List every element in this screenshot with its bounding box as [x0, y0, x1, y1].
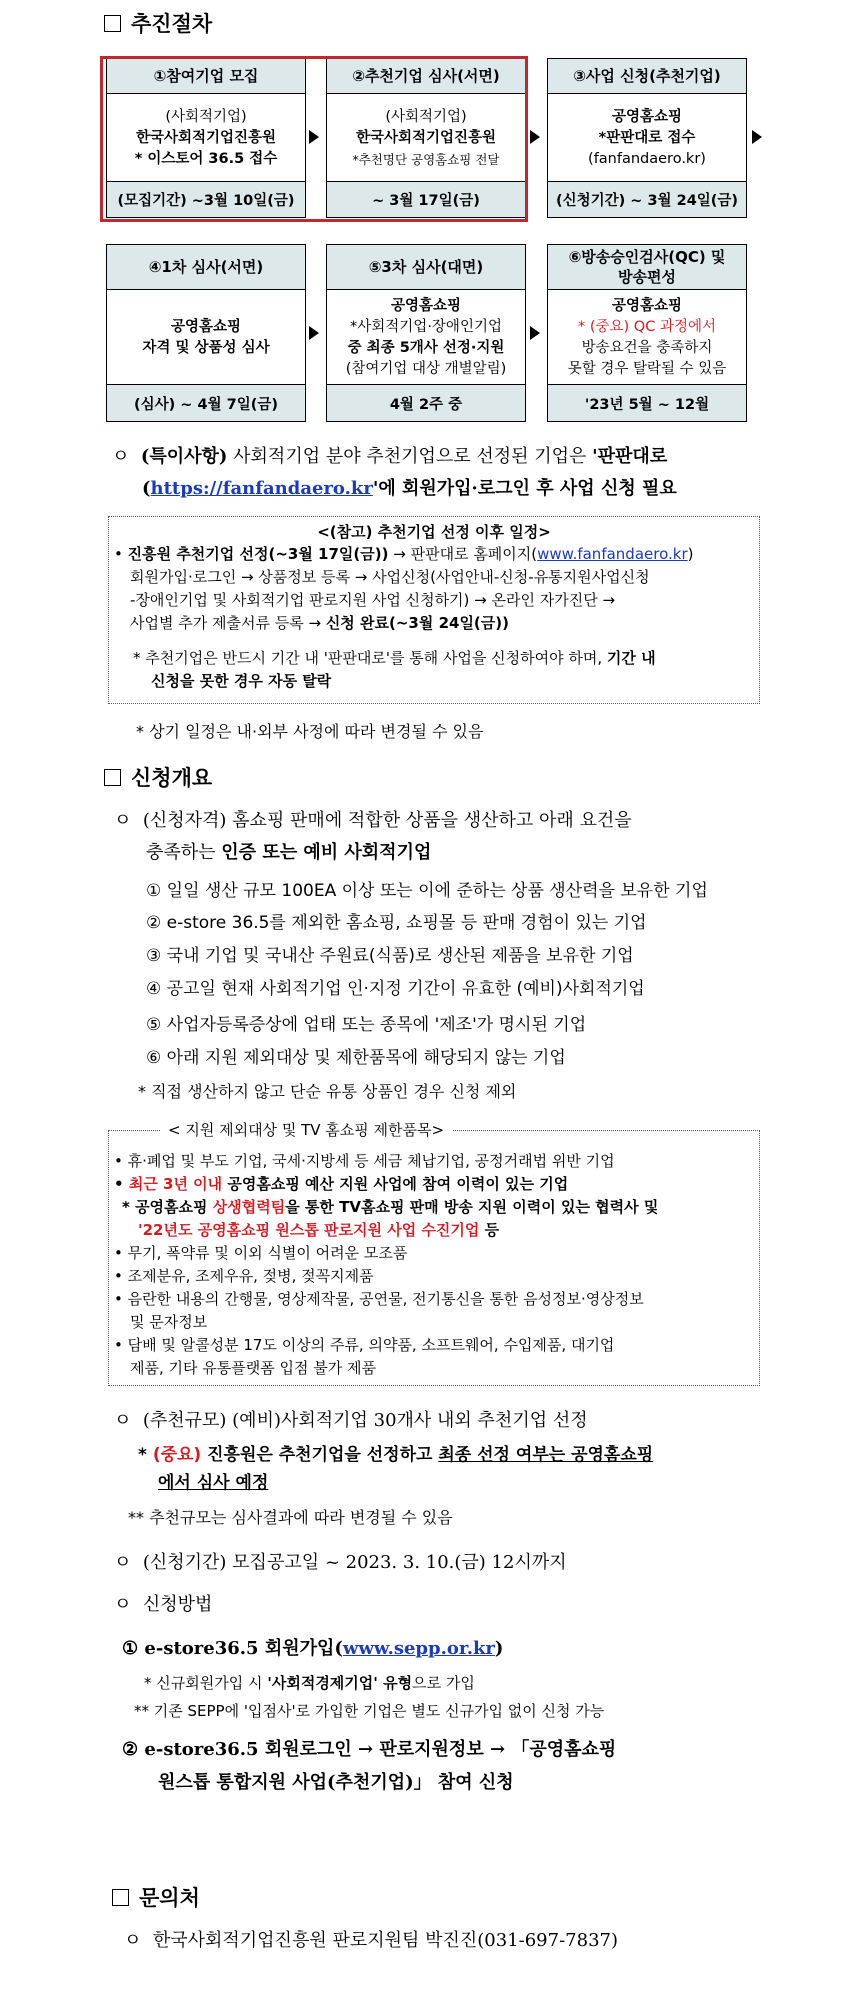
step-footer: 4월 2주 중: [327, 384, 525, 421]
special-text: '에 회원가입·로그인 후 사업 신청 필요: [372, 478, 677, 499]
step-line: 공영홈쇼핑: [170, 319, 242, 335]
ref-line: -장애인기업 및 사회적기업 판로지원 사업 신청하기) → 온라인 자가진단 →: [130, 591, 616, 609]
step-footer: (심사) ~ 4월 7일(금): [107, 384, 305, 421]
scale-text: 진흥원은 추천기업을 선정하고: [201, 1445, 439, 1465]
ref-text: 사업별 추가 제출서류 등록 →: [130, 614, 326, 632]
step-line: (fanfandaero.kr): [588, 150, 706, 167]
eligibility-line2: [146, 840, 431, 866]
step-line: 방송요건을 충족하지: [581, 340, 713, 356]
step-line: 공영홈쇼핑: [611, 298, 683, 314]
step-header-line: ⑥방송승인검사(QC) 및: [568, 248, 726, 266]
step-line: 자격 및 상품성 심사: [142, 340, 270, 356]
ref-text: → 판판대로 홈페이지(: [388, 545, 538, 563]
arrow-right-icon: [752, 130, 762, 144]
exclusion-text: 을 통한 TV홈쇼핑 판매 방송 지원 이력이 있는 협력사 및: [285, 1198, 659, 1216]
exclusion-item: [138, 1219, 499, 1242]
ref-bold: 신청 완료(~3월 24일(금)): [325, 614, 509, 632]
method-step-2-line1: ② e-store36.5 회원로그인 → 판로지원정보 → 「공영홈쇼핑: [122, 1739, 617, 1760]
method-text: 으로 가입: [412, 1674, 475, 1692]
exclusion-text: 음란한 내용의 간행물, 영상제작물, 공연물, 전기통신을 통한 음성정보·영상정보: [127, 1290, 644, 1308]
step-box-6: [547, 244, 747, 422]
scale-text: (추천규모) (예비)사회적기업 30개사 내외 추천기업 선정: [142, 1410, 588, 1431]
eligibility-item-2: ② e-store 36.5를 제외한 홈쇼핑, 쇼핑몰 등 판매 경험이 있는 기업: [146, 913, 647, 933]
exclusion-red: 상생협력팀: [212, 1198, 286, 1216]
checkbox-square-icon: [104, 769, 121, 786]
bullet: ㅇ: [112, 446, 130, 467]
schedule-note: * 상기 일정은 내·외부 사정에 따라 변경될 수 있음: [136, 722, 484, 741]
scale-underline: 최종 선정 여부는 공영홈쇼핑: [438, 1445, 654, 1465]
eligibility-item-4: ④ 공고일 현재 사회적기업 인·지정 기간이 유효한 (예비)사회적기업: [146, 979, 645, 999]
fanfandaero-homepage-link[interactable]: www.fanfandaero.kr: [537, 545, 688, 563]
ref-line: 회원가입·로그인 → 상품정보 등록 → 사업신청(사업안내-신청-유통지원사업신청: [130, 568, 650, 586]
step-line: 공영홈쇼핑: [611, 108, 683, 125]
section-title-process: 추진절차: [104, 8, 212, 38]
exclusion-text: 조제분유, 조제우유, 젖병, 젖꼭지제품: [127, 1267, 374, 1285]
ref-bold: 진흥원 추천기업 선정(~3월 17일(금)): [127, 545, 389, 563]
scale-red: (중요): [152, 1445, 202, 1465]
step-line: * 이스토어 36.5 접수: [134, 150, 278, 167]
step-line: *사회적기업·장애인기업: [350, 319, 502, 335]
arrow-right-icon: [309, 326, 319, 340]
eligibility-text: (신청자격) 홈쇼핑 판매에 적합한 상품을 생산하고 아래 요건을: [142, 810, 632, 831]
step-line: 공영홈쇼핑: [390, 298, 462, 314]
step-footer: (신청기간) ~ 3월 24일(금): [548, 181, 746, 217]
bullet: ㅇ: [114, 1552, 132, 1573]
scale-note-line1: [138, 1442, 653, 1468]
reference-bullet-1: • 진흥원 추천기업 선정(~3월 17일(금)) → 판판대로 홈페이지(www.fanfandaero.kr): [114, 545, 694, 563]
method-title: 신청방법: [142, 1594, 213, 1615]
eligibility-item-5: ⑤ 사업자등록증상에 업태 또는 종목에 '제조'가 명시된 기업: [146, 1015, 587, 1035]
step-box-4: [106, 244, 306, 422]
step-header: ③사업 신청(추천기업): [548, 59, 746, 94]
special-label: (특이사항): [140, 446, 228, 467]
scale-underline: 에서 심사 예정: [158, 1473, 269, 1493]
step-line: *추천명단 공영홈쇼핑 전달: [352, 151, 500, 167]
special-note-line1: [112, 444, 667, 470]
exclusion-item: • 무기, 폭약류 및 이외 식별이 어려운 모조품: [114, 1244, 408, 1262]
arrow-right-icon: [530, 130, 540, 144]
ref-text: ): [687, 545, 694, 563]
step-header: ⑤3차 심사(대면): [327, 245, 525, 290]
method-text: ): [494, 1638, 504, 1659]
ref-text: * 추천기업은 반드시 기간 내 '판판대로'를 통해 사업을 신청하여야 하며,: [133, 649, 607, 667]
contact-text: 한국사회적기업진흥원 판로지원팀 박진진(031-697-7837): [152, 1930, 618, 1951]
step-line: 못할 경우 탈락될 수 있음: [567, 361, 727, 377]
exclusion-red: '22년도 공영홈쇼핑 원스톱 판로지원 사업 수진기업: [138, 1221, 480, 1239]
exclusion-item: • 담배 및 알콜성분 17도 이상의 주류, 의약품, 소프트웨어, 수입제품, 대기업: [114, 1336, 615, 1354]
step-box-5: [326, 244, 526, 422]
arrow-right-icon: [530, 326, 540, 340]
eligibility-note: * 직접 생산하지 않고 단순 유통 상품인 경우 신청 제외: [138, 1082, 517, 1101]
bullet: ㅇ: [114, 810, 132, 831]
special-text-bold: '판판대로: [592, 446, 668, 467]
section-title-contact: 문의처: [112, 1882, 200, 1912]
eligibility-text: 충족하는: [146, 842, 222, 863]
exclusion-text: 등: [479, 1221, 500, 1239]
step-line: 한국사회적기업진흥원: [135, 129, 277, 146]
step-footer: '23년 5월 ~ 12월: [548, 384, 746, 421]
step-line: 한국사회적기업진흥원: [355, 129, 497, 146]
eligibility-item-3: ③ 국내 기업 및 국내산 주원료(식품)로 생산된 제품을 보유한 기업: [146, 946, 634, 966]
bullet: ㅇ: [114, 1594, 132, 1615]
special-note-line2: (https://fanfandaero.kr'에 회원가입·로그인 후 사업 신청 필요: [142, 478, 677, 499]
special-text: 사회적기업 분야 추천기업으로 선정된 기업은: [227, 446, 593, 467]
method-text: * 신규회원가입 시: [144, 1674, 268, 1692]
method-step-1: [122, 1636, 503, 1662]
checkbox-square-icon: [112, 1889, 129, 1906]
section-title-overview: 신청개요: [104, 762, 212, 792]
exclusion-item: [122, 1196, 658, 1219]
ref-note-line1: [133, 647, 656, 670]
method-text: ① e-store36.5 회원가입(: [122, 1638, 343, 1659]
sepp-link[interactable]: www.sepp.or.kr: [342, 1638, 495, 1659]
scale-note-line2: [158, 1470, 268, 1496]
eligibility-item-1: ① 일일 생산 규모 100EA 이상 또는 이에 준하는 상품 생산력을 보유한 기업: [146, 881, 708, 901]
ref-line: [130, 612, 509, 635]
period-line: [114, 1550, 567, 1576]
eligibility-bold: 인증 또는 예비 사회적기업: [221, 842, 432, 863]
step-line: (사회적기업): [165, 108, 247, 125]
exclusion-title: < 지원 제외대상 및 TV 홈쇼핑 제한품목>: [160, 1119, 452, 1140]
reference-title: <(참고) 추천기업 선정 이후 일정>: [317, 523, 551, 541]
ref-bold: 기간 내: [606, 649, 656, 667]
method-title-line: [114, 1592, 212, 1618]
fanfandaero-link[interactable]: https://fanfandaero.kr: [150, 478, 373, 499]
step-header: ②추천기업 심사(서면): [327, 59, 525, 94]
method-bold: '사회적경제기업' 유형: [267, 1674, 413, 1692]
ref-note-line2: 신청을 못한 경우 자동 탈락: [151, 672, 332, 690]
step-line: * (중요) QC 과정에서: [578, 319, 716, 335]
exclusion-item: • 음란한 내용의 간행물, 영상제작물, 공연물, 전기통신을 통한 음성정보·영상정보: [114, 1290, 644, 1308]
step-header: ④1차 심사(서면): [107, 245, 305, 290]
method-step-1-note-2: ** 기존 SEPP에 '입점사'로 가입한 기업은 별도 신규가입 없이 신청 가능: [134, 1702, 605, 1720]
step-line: *판판대로 접수: [598, 129, 696, 146]
exclusion-red: 최근 3년 이내: [128, 1175, 223, 1193]
step-line: 중 최종 5개사 선정·지원: [347, 340, 505, 356]
period-text: (신청기간) 모집공고일 ~ 2023. 3. 10.(금) 12시까지: [142, 1552, 567, 1573]
step-footer: ~ 3월 17일(금): [327, 181, 525, 217]
exclusion-text: 무기, 폭약류 및 이외 식별이 어려운 모조품: [127, 1244, 408, 1262]
step-line: (참여기업 대상 개별알림): [345, 361, 507, 377]
checkbox-square-icon: [104, 15, 121, 32]
eligibility-item-6: ⑥ 아래 지원 제외대상 및 제한품목에 해당되지 않는 기업: [146, 1048, 566, 1068]
exclusion-item: • 조제분유, 조제우유, 젖병, 젖꼭지제품: [114, 1267, 374, 1285]
step-header: [548, 245, 746, 290]
contact-line: [124, 1928, 618, 1954]
exclusion-item: 제품, 기타 유통플랫폼 입점 불가 제품: [130, 1359, 376, 1377]
step-line: (사회적기업): [385, 108, 467, 125]
exclusion-item: • 최근 3년 이내 공영홈쇼핑 예산 지원 사업에 참여 이력이 있는 기업: [114, 1175, 569, 1193]
bullet: ㅇ: [114, 1410, 132, 1431]
exclusion-text: * 공영홈쇼핑: [122, 1198, 213, 1216]
exclusion-item: 및 문자정보: [130, 1313, 208, 1331]
scale-text: *: [138, 1445, 153, 1465]
exclusion-text: 휴·폐업 및 부도 기업, 국세·지방세 등 세금 체납기업, 공정거래법 위반 기업: [127, 1152, 615, 1170]
scale-note-3: ** 추천규모는 심사결과에 따라 변경될 수 있음: [128, 1508, 453, 1527]
step-header-line: 방송편성: [618, 268, 676, 286]
exclusion-item: • 휴·폐업 및 부도 기업, 국세·지방세 등 세금 체납기업, 공정거래법 위반 기업: [114, 1152, 615, 1170]
exclusion-text: 공영홈쇼핑 예산 지원 사업에 참여 이력이 있는 기업: [222, 1175, 569, 1193]
step-box-3: [547, 58, 747, 218]
exclusion-text: 담배 및 알콜성분 17도 이상의 주류, 의약품, 소프트웨어, 수입제품, 대기업: [127, 1336, 615, 1354]
scale-line: [114, 1408, 588, 1434]
eligibility-line1: [114, 808, 632, 834]
highlight-frame: [100, 56, 528, 222]
bullet: ㅇ: [124, 1930, 142, 1951]
method-step-2-line2: 원스톱 통합지원 사업(추천기업)」 참여 신청: [158, 1772, 514, 1793]
step-header: ①참여기업 모집: [107, 59, 305, 94]
step-footer: (모집기간) ~3월 10일(금): [107, 181, 305, 217]
method-step-1-note-1: [144, 1670, 475, 1696]
